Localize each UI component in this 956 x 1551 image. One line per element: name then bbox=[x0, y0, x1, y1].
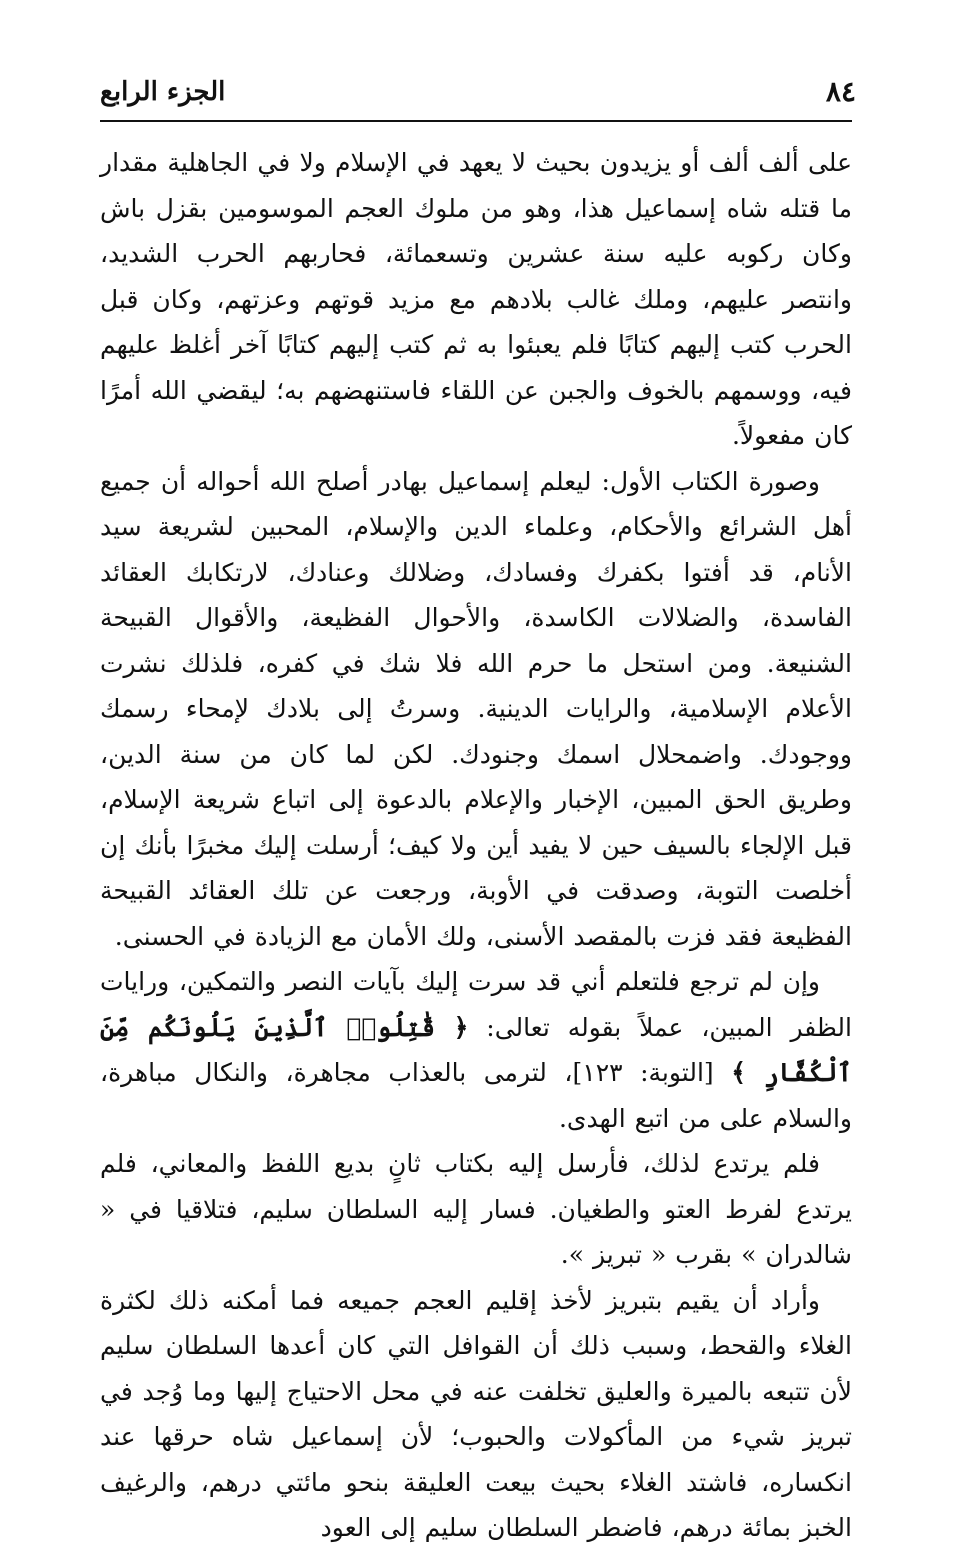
quran-verse: ﴿ قَٰتِلُوا۟ ٱلَّذِينَ يَلُونَكُم مِّنَ ٱلْكُفَّارِ ﴾ bbox=[100, 1012, 853, 1087]
page-number: ٨٤ bbox=[825, 75, 856, 108]
page-header bbox=[100, 72, 856, 116]
paragraph: وأراد أن يقيم بتبريز لأخذ إقليم العجم جميعه فما أمكنه ذلك لكثرة الغلاء والقحط، وسبب ذلك أن القوافل التي كان أعدها السلطان سليم لأن تتبعه بالميرة والعليق تخلفت عنه في محل الاحتياج إليها وما وُجد في تبريز شيء من المأكولات والحبوب؛ لأن إسماعيل شاه حرقها عند انكساره، فاشتد الغلاء بحيث بيعت العليقة بنحو مائتي درهم، والرغيف الخبز بمائة درهم، فاضطر السلطان سليم إلى العود bbox=[100, 1285, 852, 1542]
paragraph: على ألف ألف أو يزيدون بحيث لا يعهد في الإسلام ولا في الجاهلية مقدار ما قتله شاه إسماعيل هذا، وهو من ملوك العجم الموسومين بقزل باش وكان ركوبه عليه سنة عشرين وتسعمائة، فحاربهم الحرب الشديد، وانتصر عليهم، وملك غالب بلادهم مع مزيد قوتهم وعزتهم، وكان قبل الحرب كتب إليهم كتابًا فلم يعبئوا به ثم كتب إليهم كتابًا آخر أغلظ عليهم فيه، ووسمهم بالخوف والجبن عن اللقاء فاستنهضهم به؛ ليقضي الله أمرًا كان مفعولاً. bbox=[100, 148, 852, 450]
header-divider bbox=[100, 120, 852, 122]
paragraph bbox=[100, 959, 852, 1141]
paragraph-text: [التوبة: ١٢٣]، لترمى بالعذاب مجاهرة، والنكال مباهرة، والسلام على من اتبع الهدى. bbox=[100, 1058, 852, 1133]
paragraph: وصورة الكتاب الأول: ليعلم إسماعيل بهادر أصلح الله أحواله أن جميع أهل الشرائع والأحكام، وعلماء الدين والإسلام، المحبين لشريعة سيد الأنام، قد أفتوا بكفرك وفسادك، وضلالك وعنادك، لارتكابك العقائد الفاسدة، والضلالات الكاسدة، والأحوال الفظيعة، والأقوال القبيحة الشنيعة. ومن استحل ما حرم الله فلا شك في كفره، فلذلك نشرت الأعلام الإسلامية، والرايات الدينية. وسرتُ إلى بلادك لإمحاء رسمك ووجودك. واضمحلال اسمك وجنودك. لكن لما كان من سنة الدين، وطريق الحق المبين، الإخبار والإعلام بالدعوة إلى اتباع شريعة الإسلام، قبل الإلجاء بالسيف حين لا يفيد أين ولا كيف؛ أرسلت إليك مخبرًا بأنك إن أخلصت التوبة، وصدقت في الأوبة، ورجعت عن تلك العقائد القبيحة الفظيعة فقد فزت بالمقصد الأسنى، ولك الأمان مع الزيادة في الحسنى. bbox=[100, 466, 852, 951]
main-text bbox=[100, 140, 852, 1551]
paragraph-text: وإن لم ترجع فلتعلم أني قد سرت إليك بآيات النصر والتمكين، ورايات الظفر المبين، عملاً بقوله تعالى: bbox=[100, 967, 852, 1042]
running-title: الجزء الرابع bbox=[100, 77, 226, 107]
paragraph: فلم يرتدع لذلك، فأرسل إليه بكتاب ثانٍ بديع اللفظ والمعاني، فلم يرتدع لفرط العتو والطغيان. فسار إليه السلطان سليم، فتلاقيا في « شالدران » بقرب « تبريز ». bbox=[100, 1149, 852, 1269]
